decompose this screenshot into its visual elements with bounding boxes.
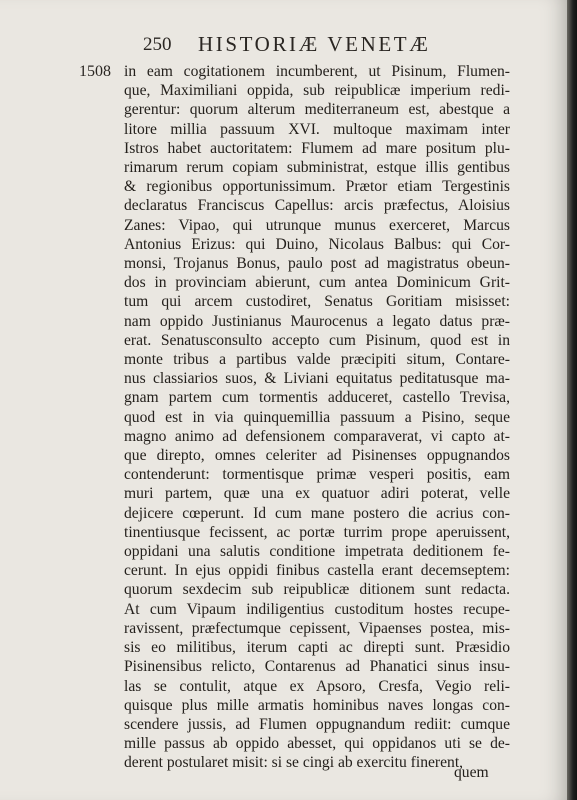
- text-line: At cum Vipaum indiligentius custoditum hostes recupe-: [124, 600, 510, 618]
- text-line: magno animo ad defensionem comparaverat, vi capto at-: [124, 427, 510, 445]
- text-line: cerunt. In ejus oppidi finibus castella erant decemseptem:: [124, 562, 510, 580]
- text-line: quisque plus mille armatis hominibus naves longas con-: [124, 696, 510, 714]
- text-line: quod est in via quinquemillia passuum a Pisino, seque: [124, 408, 510, 426]
- text-line: quorum sexdecim sub reipublicæ ditionem sunt redacta.: [124, 581, 510, 599]
- text-line: Zanes: Vipao, qui utrunque munus exerceret, Marcus: [124, 216, 510, 234]
- text-line: dos in provinciam abierunt, cum antea Dominicum Grit-: [124, 274, 510, 292]
- text-line: nam oppido Justinianus Maurocenus a legato datus præ-: [124, 312, 510, 330]
- margin-year-note: 1508: [79, 63, 111, 80]
- text-line: Pisinensibus relicto, Contarenus ad Phanatici sinus insu-: [124, 658, 510, 676]
- text-line: oppidani una salutis conditione impetrata deditionem fe-: [124, 543, 510, 561]
- text-line: & regionibus opportunissimum. Prætor etiam Tergestinis: [124, 178, 510, 196]
- text-line: gnam partem cum tormentis adduceret, castello Trevisa,: [124, 389, 510, 407]
- text-line: derent postularet misit: si se cingi ab exercitu finerent,: [124, 754, 464, 772]
- text-line: contenderunt: tormentisque primæ vesperi positis, eam: [124, 466, 510, 484]
- text-line: las se contulit, atque ex Apsoro, Cresfa, Vegio reli-: [124, 677, 510, 695]
- text-line: in eam cogitationem incumberent, ut Pisinum, Flumen-: [124, 63, 510, 80]
- text-line: Istros habet auctoritatem: Flumem ad mare positum plu-: [124, 139, 510, 157]
- running-title: HISTORIÆ VENETÆ: [198, 32, 431, 56]
- text-line: dejicere cœperunt. Id cum mane postero die acrius con-: [124, 504, 510, 522]
- text-line: que, Maximiliani oppida, sub reipublicæ imperium redi-: [124, 82, 510, 100]
- text-line: muri partem, quæ una ex quatuor adiri poterat, velle: [124, 485, 510, 503]
- text-line: rimarum rerum copiam subministrat, estque illis gentibus: [124, 159, 510, 177]
- text-line: Antonius Erizus: qui Duino, Nicolaus Balbus: qui Cor-: [124, 235, 510, 253]
- text-line: ravissent, præfectumque cepissent, Vipaenses postea, mis-: [124, 619, 510, 637]
- text-line: sis eo militibus, iterum capti ac direpti sunt. Præsidio: [124, 639, 510, 657]
- text-line: nus classiarios suos, & Liviani equitatus peditatusque ma-: [124, 370, 510, 388]
- text-line: tum qui arcem custodiret, Senatus Goritiam misisset:: [124, 293, 510, 311]
- catchword: quem: [454, 764, 489, 781]
- body-text: [124, 62, 510, 773]
- text-line: litore millia passuum XVI. multoque maximam inter: [124, 120, 510, 138]
- text-line: gerentur: quorum alterum mediterraneum est, abestque a: [124, 101, 510, 119]
- text-line: mille passus ab oppido abesset, qui oppidanos uti se de-: [124, 735, 510, 753]
- text-line: monsi, Trojanus Bonus, paulo post ad magistratus obeun-: [124, 255, 510, 273]
- text-line: tinentiusque fecissent, ac portæ turrim prope aperuissent,: [124, 523, 510, 541]
- text-line: que direpto, omnes celeriter ad Pisinenses oppugnandos: [124, 447, 510, 465]
- text-line: monte tribus a partibus valde præcipiti situm, Contare-: [124, 351, 510, 369]
- page-header: [0, 32, 567, 56]
- page-number: 250: [143, 34, 172, 55]
- text-line: scendere jussis, ad Flumen oppugnandum rediit: cumque: [124, 715, 510, 733]
- page-edge-shadow: [567, 0, 577, 800]
- text-line: erat. Senatusconsulto accepto cum Pisinum, quod est in: [124, 331, 510, 349]
- text-line: declaratus Franciscus Capellus: arcis præfectus, Aloisius: [124, 197, 510, 215]
